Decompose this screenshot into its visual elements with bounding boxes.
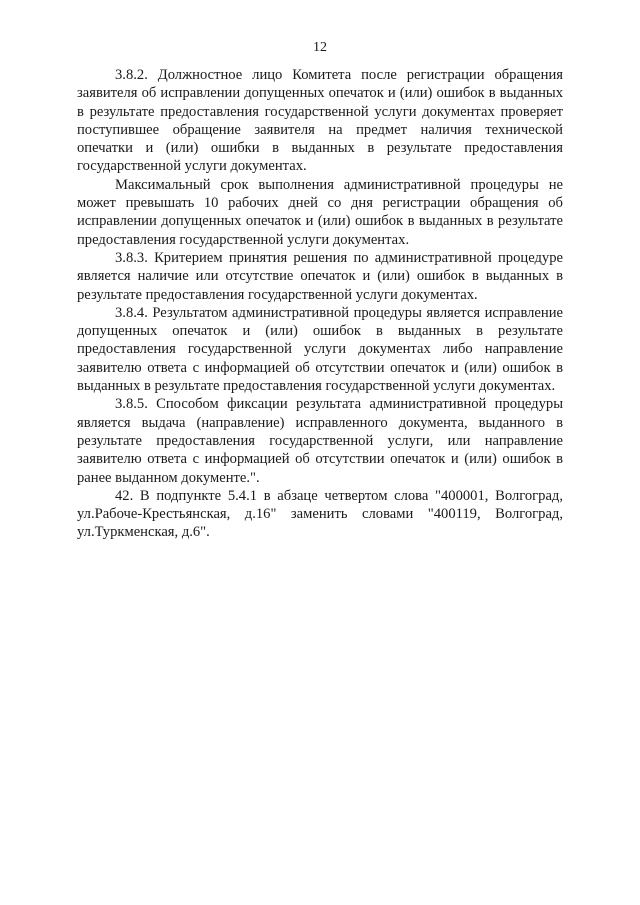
- paragraph-3-8-3: 3.8.3. Критерием принятия решения по административной процедуре является наличие или отсутствие опечаток и (или) ошибок в выданных в результате предоставления государственной услуги документах.: [77, 249, 563, 303]
- paragraph-42: 42. В подпункте 5.4.1 в абзаце четвертом слова "400001, Волгоград, ул.Рабоче-Крестьянская, д.16" заменить словами "400119, Волгоград, ул.Туркменская, д.6".: [77, 487, 563, 541]
- paragraph-3-8-5: 3.8.5. Способом фиксации результата административной процедуры является выдача (направление) исправленного документа, выданного в результате предоставления государственной услуги, или направление заявителю ответа с информацией об отсутствии опечаток и (или) ошибок в ранее выданном документе.".: [77, 396, 563, 486]
- document-body: [77, 66, 563, 542]
- paragraph-3-8-4: 3.8.4. Результатом административной процедуры является исправление допущенных опечаток и (или) ошибок в выданных в результате предоставления государственной услуги документах либо направление заявителю ответа с информацией об отсутствии опечаток и (или) ошибок в выданных в результате предоставления государственной услуги документах.: [77, 304, 563, 395]
- paragraph-3-8-2: 3.8.2. Должностное лицо Комитета после регистрации обращения заявителя об исправлении допущенных опечаток и (или) ошибок в выданных в результате предоставления государственной услуги документах проверяет поступившее обращение заявителя на предмет наличия технической опечатки и (или) ошибки в выданных в результате предоставления государственной услуги документах.: [77, 67, 563, 175]
- page-number: 12: [313, 40, 327, 55]
- paragraph-max-term: Максимальный срок выполнения административной процедуры не может превышать 10 рабочих дней со дня регистрации обращения об исправлении допущенных опечаток и (или) ошибок в выданных в результате предоставления государственной услуги документах.: [77, 176, 563, 248]
